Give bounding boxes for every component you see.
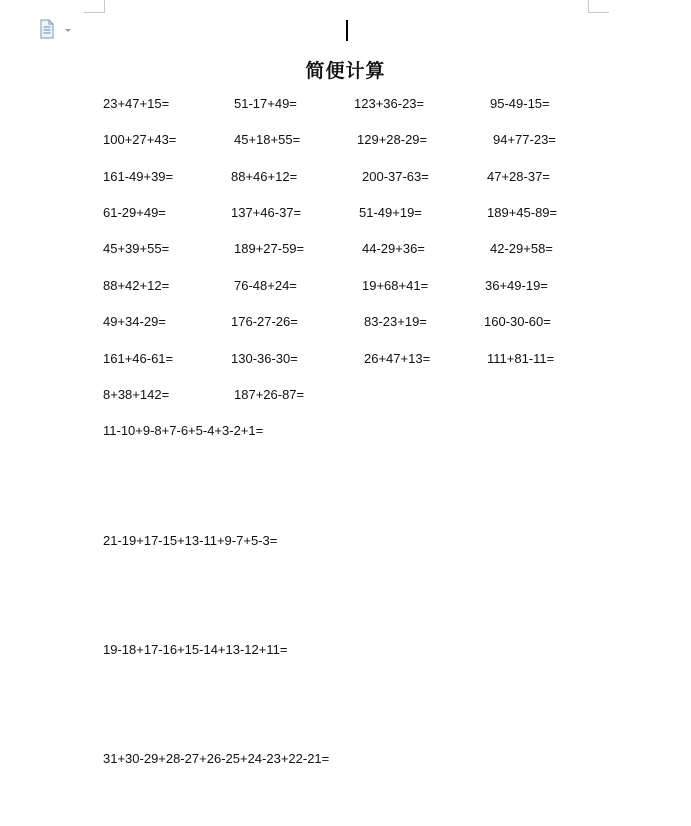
- problem-item: 189+45-89=: [487, 205, 558, 220]
- problem-item: 36+49-19=: [485, 278, 548, 293]
- problem-item: 26+47+13=: [364, 351, 431, 366]
- problem-item: 49+34-29=: [103, 314, 166, 329]
- problem-item: 130-36-30=: [231, 351, 298, 366]
- problem-item: 189+27-59=: [234, 241, 305, 256]
- page-corner-mark-left: [84, 0, 105, 13]
- problem-item: 45+39+55=: [103, 241, 170, 256]
- problem-item: 137+46-37=: [231, 205, 302, 220]
- problem-item: 95-49-15=: [490, 96, 550, 111]
- problem-item: 51-17+49=: [234, 96, 297, 111]
- problem-item: 45+18+55=: [234, 132, 301, 147]
- problem-item: 111+81-11=: [487, 351, 555, 366]
- document-options-icon[interactable]: [38, 19, 72, 41]
- problem-item: 129+28-29=: [357, 132, 428, 147]
- long-problem-item: 21-19+17-15+13-11+9-7+5-3=: [103, 533, 278, 548]
- problem-item: 200-37-63=: [362, 169, 429, 184]
- problem-item: 176-27-26=: [231, 314, 298, 329]
- long-problem-item: 19-18+17-16+15-14+13-12+11=: [103, 642, 288, 657]
- problem-item: 161+46-61=: [103, 351, 174, 366]
- problem-item: 187+26-87=: [234, 387, 305, 402]
- problem-item: 47+28-37=: [487, 169, 550, 184]
- page-title: 简便计算: [305, 60, 386, 82]
- problem-item: 44-29+36=: [362, 241, 425, 256]
- problem-item: 83-23+19=: [364, 314, 427, 329]
- problem-item: 61-29+49=: [103, 205, 166, 220]
- problem-item: 88+42+12=: [103, 278, 170, 293]
- long-problem-item: 11-10+9-8+7-6+5-4+3-2+1=: [103, 423, 264, 438]
- problem-item: 19+68+41=: [362, 278, 429, 293]
- problem-item: 23+47+15=: [103, 96, 170, 111]
- problem-item: 76-48+24=: [234, 278, 297, 293]
- long-problem-item: 31+30-29+28-27+26-25+24-23+22-21=: [103, 751, 330, 766]
- problem-item: 42-29+58=: [490, 241, 553, 256]
- problem-item: 100+27+43=: [103, 132, 177, 147]
- problem-item: 88+46+12=: [231, 169, 298, 184]
- problem-item: 94+77-23=: [493, 132, 556, 147]
- problem-item: 51-49+19=: [359, 205, 422, 220]
- problem-item: 123+36-23=: [354, 96, 425, 111]
- problem-item: 8+38+142=: [103, 387, 170, 402]
- page-corner-mark-right: [588, 0, 609, 13]
- problem-item: 161-49+39=: [103, 169, 174, 184]
- text-cursor: [346, 20, 348, 41]
- problem-item: 160-30-60=: [484, 314, 551, 329]
